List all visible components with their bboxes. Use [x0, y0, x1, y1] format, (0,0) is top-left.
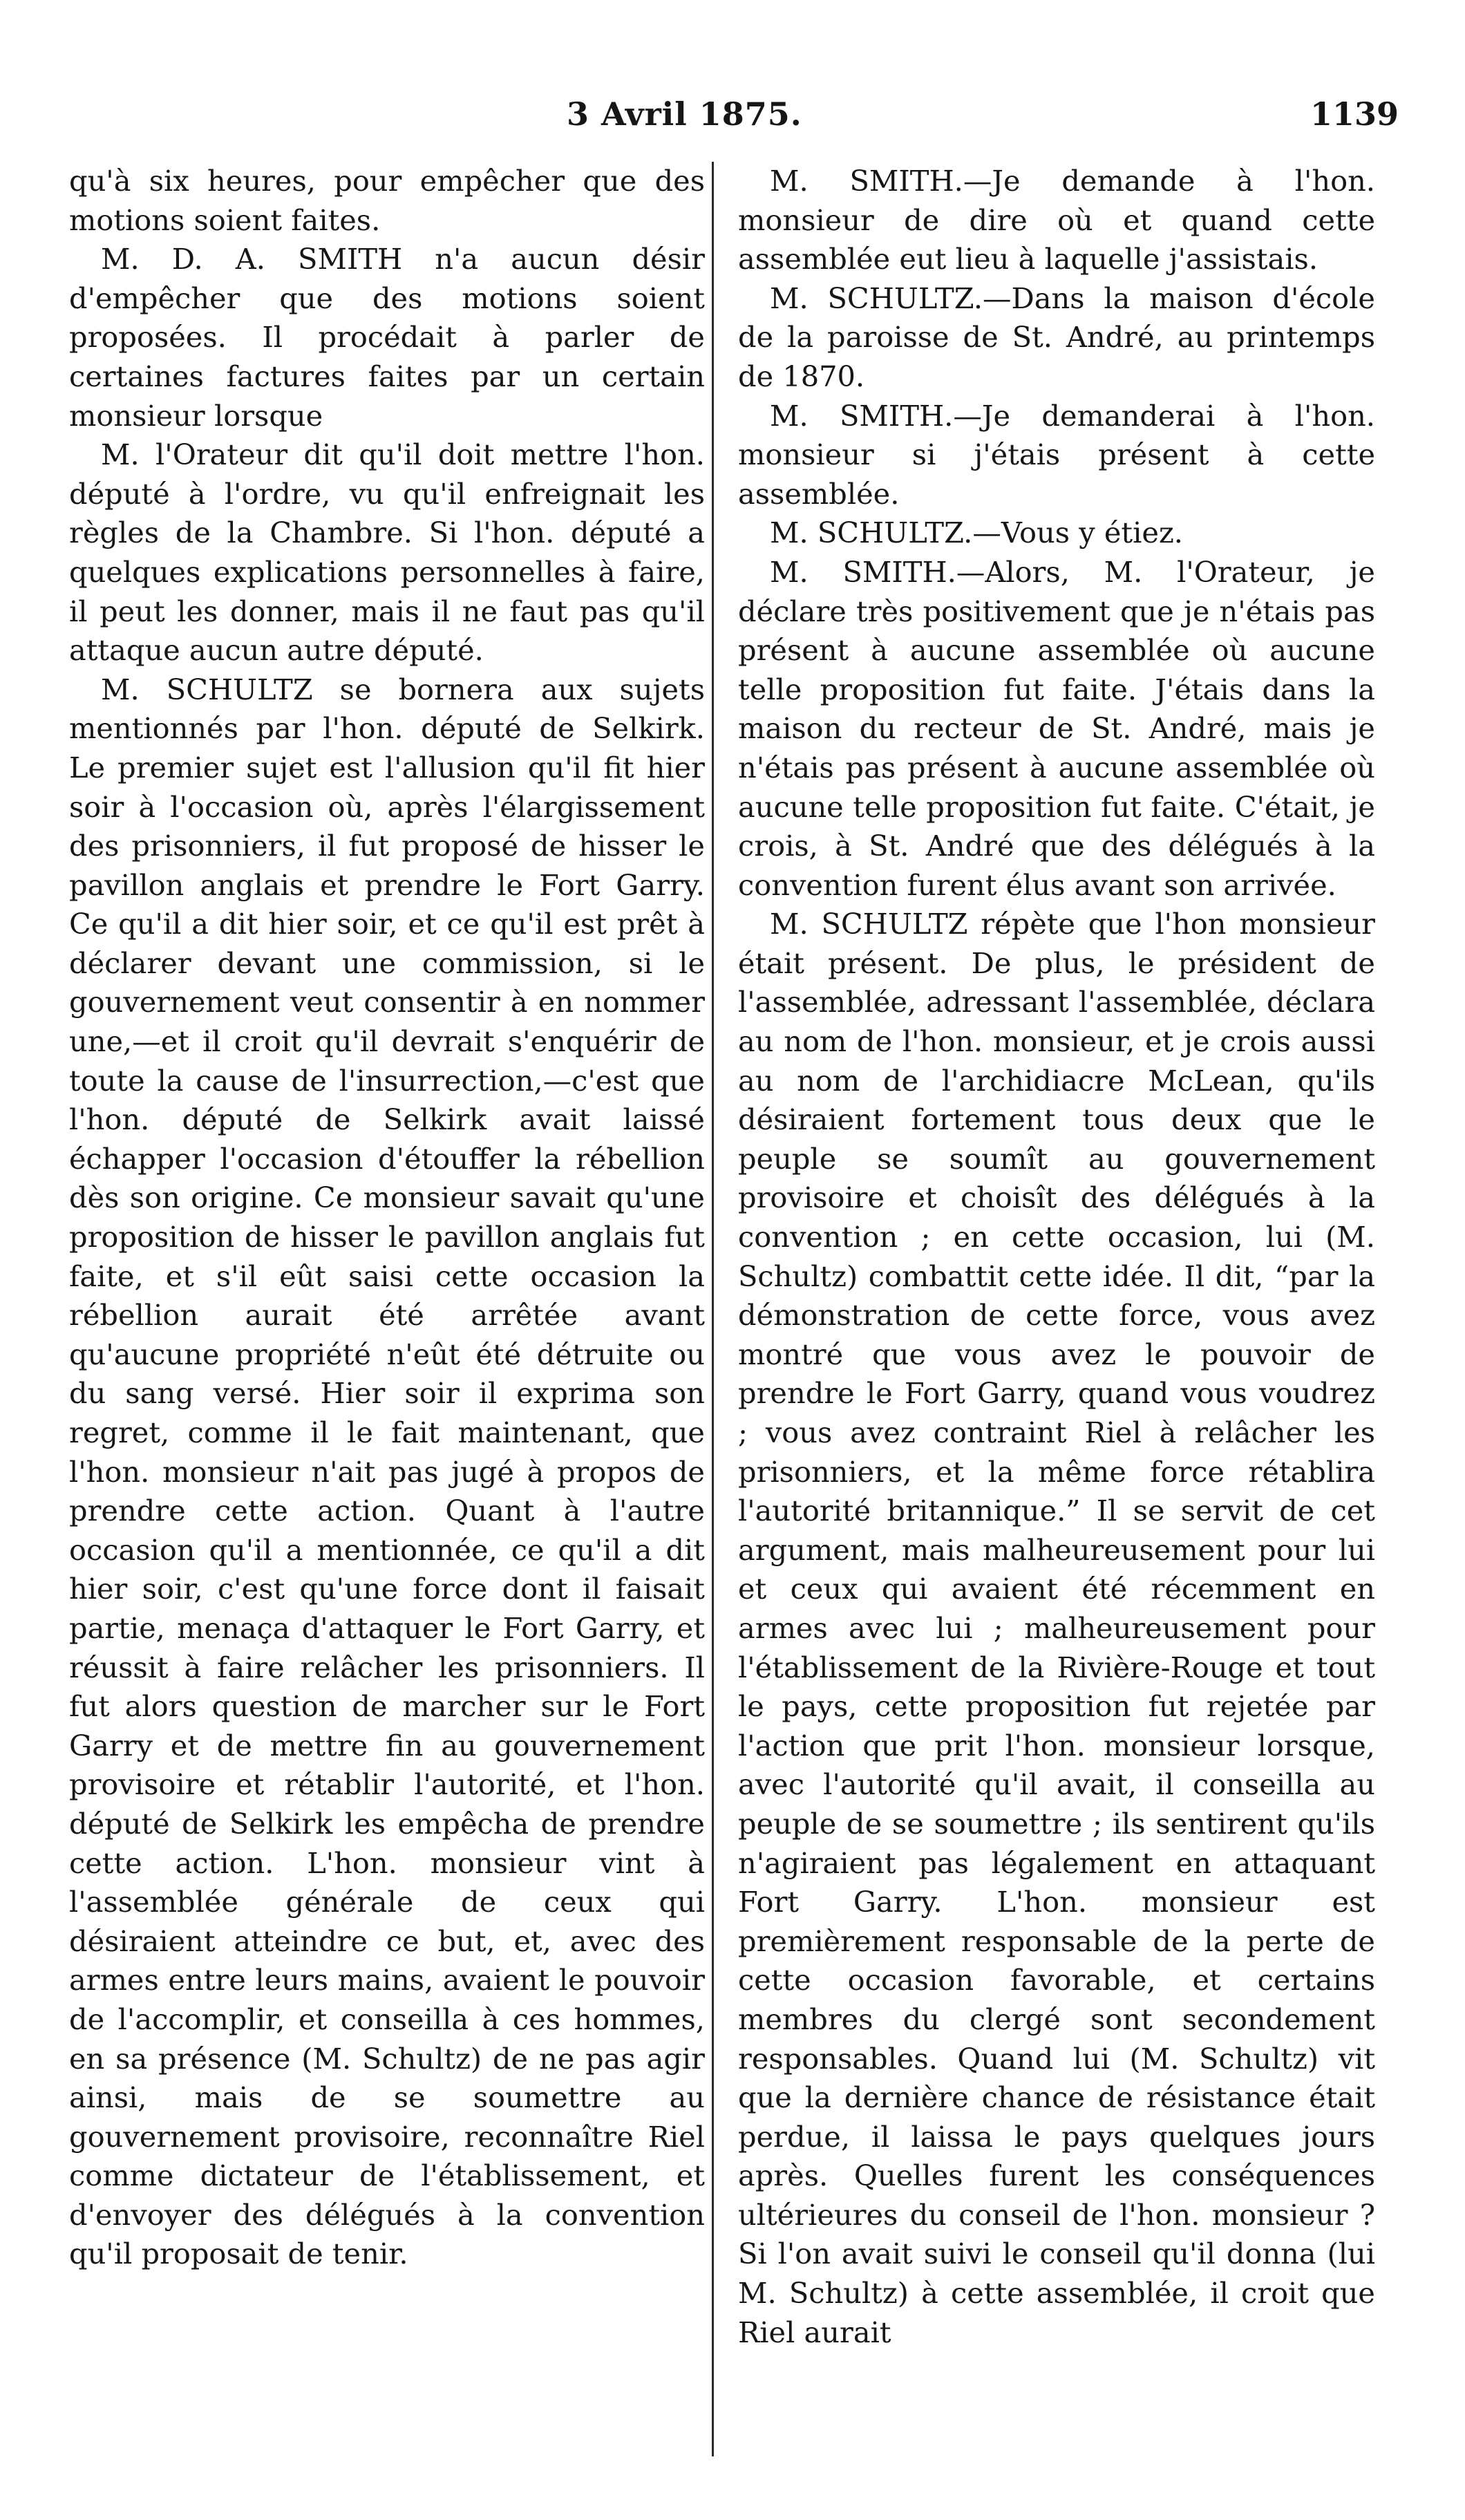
page-number: 1139 [1310, 95, 1399, 133]
paragraph: M. SCHULTZ.—Dans la maison d'école de la paroisse de St. André, au printemps de 1870. [738, 281, 1375, 393]
paragraph: M. l'Orateur dit qu'il doit mettre l'hon. député à l'ordre, vu qu'il enfreignait les règles de la Chambre. Si l'hon. député a quelques explications personnelles à faire, il peut les donner, mais il ne faut pas qu'il attaque aucun autre député. [69, 438, 705, 668]
paragraph: M. SMITH.—Alors, M. l'Orateur, je déclare très positivement que je n'étais pas présent à aucune assemblée où aucune telle proposition fut faite. J'étais dans la maison du recteur de St. André, mais je n'étais pas présent à aucune assemblée où aucune telle proposition fut faite. C'était, je crois, à St. André que des délégués à la convention furent élus avant son arrivée. [738, 554, 1375, 902]
paragraph: M. SCHULTZ répète que l'hon monsieur était présent. De plus, le président de l'assemblée, adressant l'assemblée, déclara au nom de l'hon. monsieur, et je crois aussi au nom de l'archidiacre McLean, qu'ils désiraient fortement tous deux que le peuple se soumît au gouvernement provisoire et choisît des délégués à la convention ; en cette occasion, lui (M. Schultz) combattit cette idée. Il dit, “par la démonstration de cette force, vous avez montré que vous avez le pouvoir de prendre le Fort Garry, quand vous voudrez ; vous avez contraint Riel à relâcher les prisonniers, et la même force rétablira l'autorité britannique.” Il se servit de cet argument, mais malheureusement pour lui et ceux qui avaient été récemment en armes avec lui ; malheureusement pour l'établissement de la Rivière-Rouge et tout le pays, cette proposition fut rejetée par l'action que prit l'hon. monsieur lorsque, avec l'autorité qu'il avait, il conseilla au peuple de se soumettre ; ils sentirent qu'ils n'agiraient pas légalement en attaquant Fort Garry. L'hon. monsieur est premièrement responsable de la perte de cette occasion favorable, et certains membres du clergé sont secondement responsables. Quand lui (M. Schultz) vit que la dernière chance de résistance était perdue, il laissa le pays quelques jours après. Quelles furent les conséquences ultérieures du conseil de l'hon. monsieur ? Si l'on avait suivi le conseil qu'il donna (lui M. Schultz) à cette assemblée, il croit que Riel aurait [738, 907, 1375, 2349]
paragraph: M. D. A. SMITH n'a aucun désir d'empêcher que des motions soient proposées. Il procédait à parler de certaines factures faites par un certain monsieur lorsque [69, 242, 705, 433]
page-date: 3 Avril 1875. [567, 95, 802, 133]
left-column [69, 162, 705, 2274]
column-divider [712, 162, 714, 2456]
page-header [0, 95, 1465, 144]
paragraph: M. SCHULTZ se bornera aux sujets mentionnés par l'hon. député de Selkirk. Le premier sujet est l'allusion qu'il fit hier soir à l'occasion où, après l'élargissement des prisonniers, il fut proposé de hisser le pavillon anglais et prendre le Fort Garry. Ce qu'il a dit hier soir, et ce qu'il est prêt à déclarer devant une commission, si le gouvernement veut consentir à en nommer une,—et il croit qu'il devrait s'enquérir de toute la cause de l'insurrection,—c'est que l'hon. député de Selkirk avait laissé échapper l'occasion d'étouffer la rébellion dès son origine. Ce monsieur savait qu'une proposition de hisser le pavillon anglais fut faite, et s'il eût saisi cette occasion la rébellion aurait été arrêtée avant qu'aucune propriété n'eût été détruite ou du sang versé. Hier soir il exprima son regret, comme il le fait maintenant, que l'hon. monsieur n'ait pas jugé à propos de prendre cette action. Quant à l'autre occasion qu'il a mentionnée, ce qu'il a dit hier soir, c'est qu'une force dont il faisait partie, menaça d'attaquer le Fort Garry, et réussit à faire relâcher les prisonniers. Il fut alors question de marcher sur le Fort Garry et de mettre fin au gouvernement provisoire et rétablir l'autorité, et l'hon. député de Selkirk les empêcha de prendre cette action. L'hon. monsieur vint à l'assemblée générale de ceux qui désiraient atteindre ce but, et, avec des armes entre leurs mains, avaient le pouvoir de l'accomplir, et conseilla à ces hommes, en sa présence (M. Schultz) de ne pas agir ainsi, mais de se soumettre au gouvernement provisoire, reconnaître Riel comme dictateur de l'établissement, et d'envoyer des délégués à la convention qu'il proposait de tenir. [69, 672, 705, 2271]
paragraph: M. SCHULTZ.—Vous y étiez. [770, 516, 1184, 550]
paragraph: M. SMITH.—Je demande à l'hon. monsieur de dire où et quand cette assemblée eut lieu à laquelle j'assistais. [738, 164, 1375, 276]
paragraph: M. SMITH.—Je demanderai à l'hon. monsieur si j'étais présent à cette assemblée. [738, 398, 1375, 511]
right-column [738, 162, 1375, 2352]
paragraph: qu'à six heures, pour empêcher que des motions soient faites. [69, 164, 705, 237]
